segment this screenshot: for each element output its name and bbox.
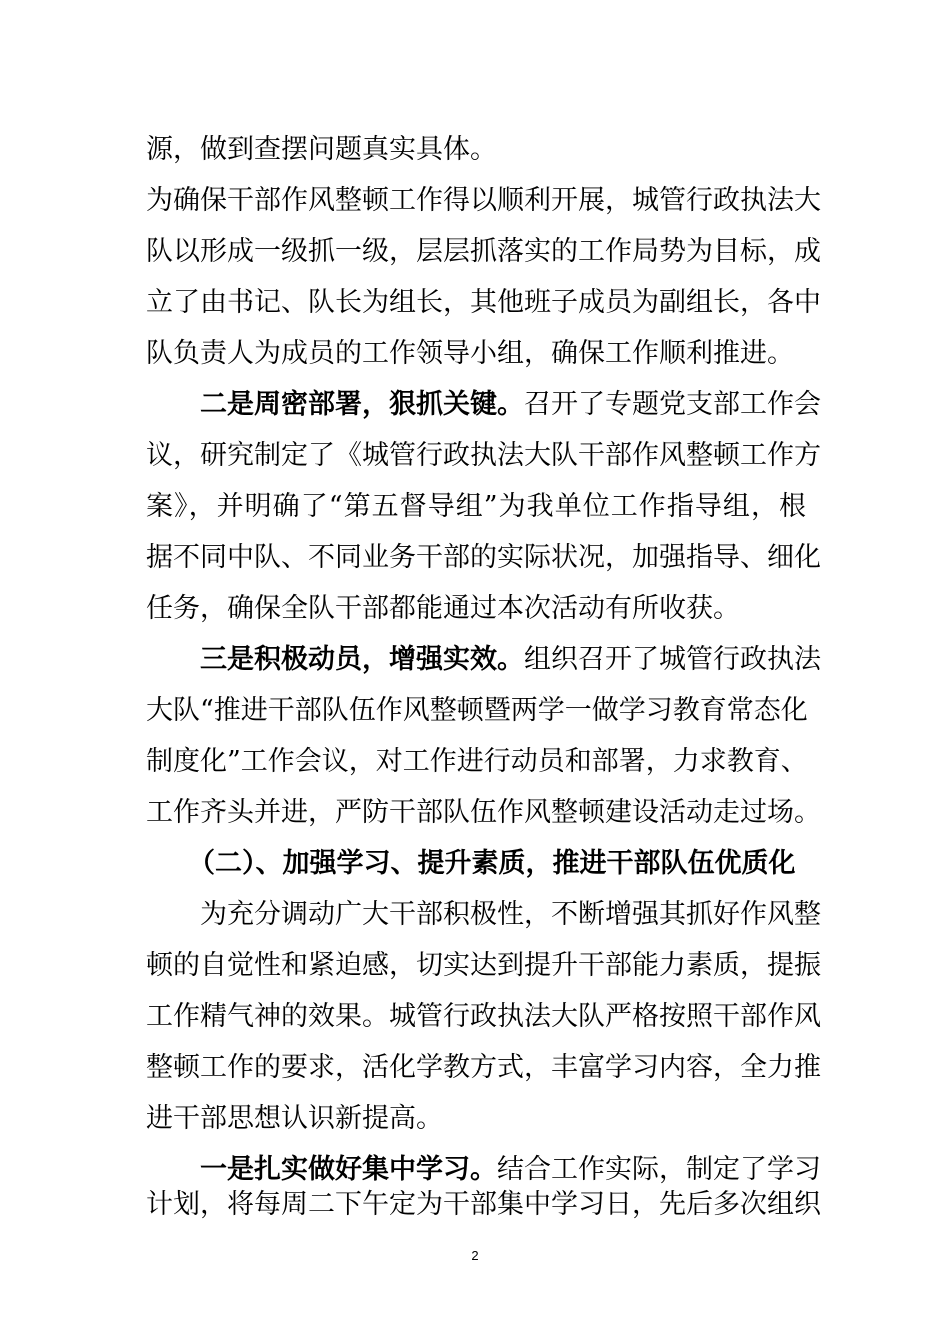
paragraph-line: 顿的自觉性和紧迫感，切实达到提升干部能力素质，提振 [146, 950, 821, 981]
paragraph-line: 队负责人为成员的工作领导小组，确保工作顺利推进。 [146, 338, 794, 369]
paragraph-line: 整顿工作的要求，活化学教方式，丰富学习内容，全力推 [146, 1052, 821, 1083]
paragraph-line: 源，做到查摆问题真实具体。 [146, 134, 497, 165]
paragraph-line: 工作齐头并进，严防干部队伍作风整顿建设活动走过场。 [146, 797, 821, 828]
bold-lead: 三是积极动员，增强实效。 [200, 644, 524, 675]
paragraph-line: 大队“推进干部队伍作风整顿暨两学一做学习教育常态化 [146, 695, 808, 726]
paragraph-line: 制度化”工作会议，对工作进行动员和部署，力求教育、 [146, 746, 808, 777]
paragraph-line [200, 644, 821, 675]
paragraph-line [200, 1154, 821, 1185]
section-heading: （二）、加强学习、提升素质，推进干部队伍优质化 [188, 848, 796, 879]
page-number: 2 [471, 1248, 479, 1263]
line-text: 结合工作实际，制定了学习 [497, 1154, 821, 1185]
paragraph-line: 工作精气神的效果。城管行政执法大队严格按照干部作风 [146, 1001, 821, 1032]
paragraph-line: 为确保干部作风整顿工作得以顺利开展，城管行政执法大 [146, 185, 821, 216]
line-text: 召开了专题党支部工作会 [524, 389, 821, 420]
paragraph-line: 任务，确保全队干部都能通过本次活动有所收获。 [146, 593, 740, 624]
bold-lead: 二是周密部署，狠抓关键。 [200, 389, 524, 420]
paragraph-line: 据不同中队、不同业务干部的实际状况，加强指导、细化 [146, 542, 821, 573]
paragraph-line: 立了由书记、队长为组长，其他班子成员为副组长，各中 [146, 287, 821, 318]
bold-lead: 一是扎实做好集中学习。 [200, 1154, 497, 1185]
paragraph-line: 队以形成一级抓一级，层层抓落实的工作局势为目标，成 [146, 236, 821, 267]
line-text: 组织召开了城管行政执法 [524, 644, 821, 675]
paragraph-line: 为充分调动广大干部积极性，不断增强其抓好作风整 [200, 899, 821, 930]
paragraph-line: 计划，将每周二下午定为干部集中学习日，先后多次组织 [146, 1189, 821, 1220]
paragraph-line [200, 389, 821, 420]
paragraph-line: 进干部思想认识新提高。 [146, 1103, 443, 1134]
paragraph-line: 案》，并明确了“第五督导组”为我单位工作指导组，根 [146, 491, 806, 522]
paragraph-line: 议，研究制定了《城管行政执法大队干部作风整顿工作方 [146, 440, 821, 471]
